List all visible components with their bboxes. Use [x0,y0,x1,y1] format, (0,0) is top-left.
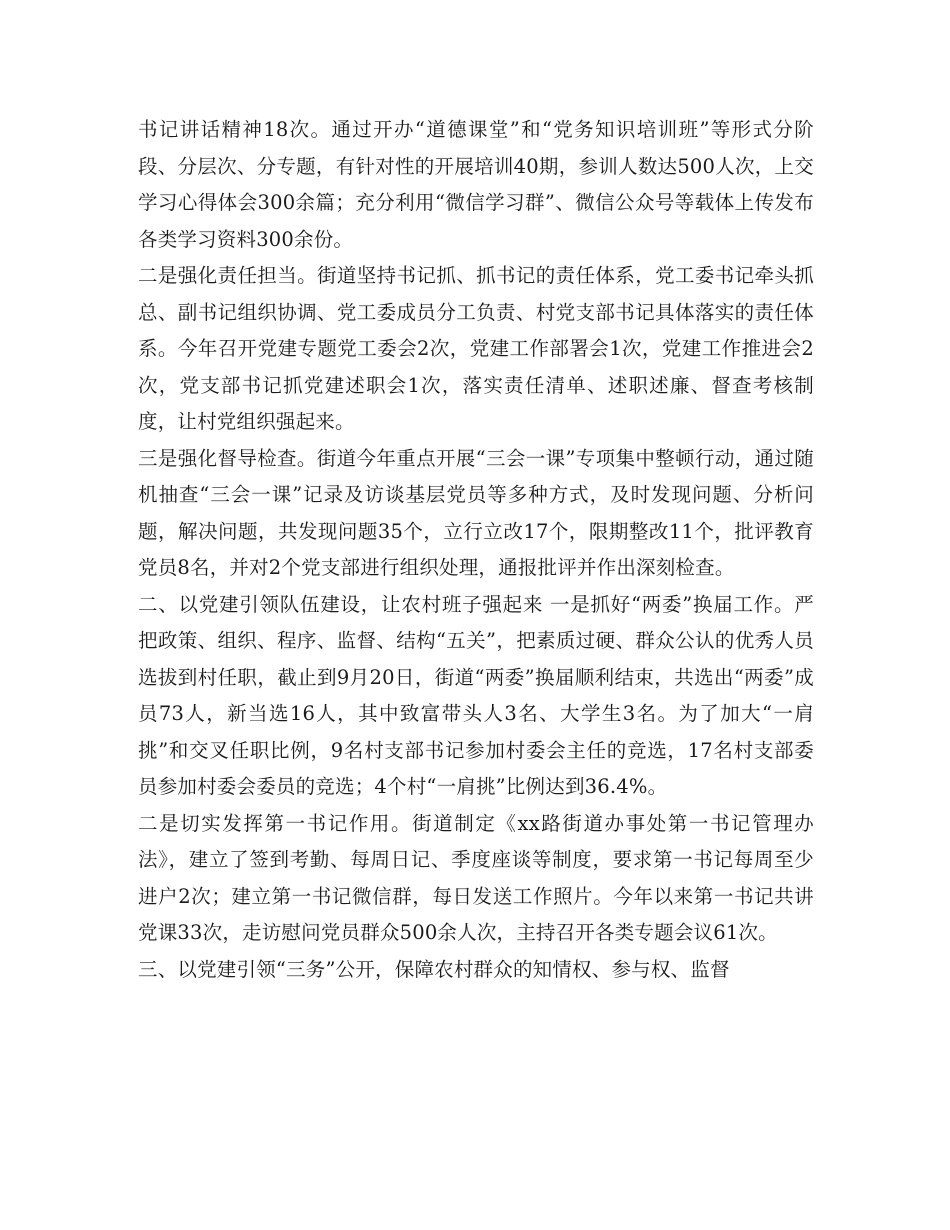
paragraph-team-building: 二、以党建引领队伍建设，让农村班子强起来 一是抓好“两委”换届工作。严把政策、组织、程序、监督、结构“五关”，把素质过硬、群众公认的优秀人员选拔到村任职，截止到9月20日，街道“两委”换届顺利结束，共选出“两委”成员73人，新当选16人，其中致富带头人3名、大学生3名。为了加大“一肩挑”和交叉任职比例，9名村支部书记参加村委会主任的竞选，17名村支部委员参加村委会委员的竞选；4个村“一肩挑”比例达到36.4%。 [138,592,814,798]
paragraph-supervision: 三是强化督导检查。街道今年重点开展“三会一课”专项集中整顿行动，通过随机抽查“三会一课”记录及访谈基层党员等多种方式，及时发现问题、分析问题，解决问题，共发现问题35个，立行立改17个，限期整改11个，批评教育党员8名，并对2个党支部进行组织处理，通报批评并作出深刻检查。 [138,446,814,579]
paragraph-first-secretary: 二是切实发挥第一书记作用。街道制定《xx路街道办事处第一书记管理办法》，建立了签到考勤、每周日记、季度座谈等制度，要求第一书记每周至少进户2次；建立第一书记微信群，每日发送工作照片。今年以来第一书记共讲党课33次，走访慰问党员群众500余人次，主持召开各类专题会议61次。 [138,811,814,944]
document-body [138,112,814,988]
paragraph-three-affairs: 三、以党建引领“三务”公开，保障农村群众的知情权、参与权、监督 [138,957,730,981]
paragraph-study-training: 书记讲话精神18次。通过开办“道德课堂”和“党务知识培训班”等形式分阶段、分层次、分专题，有针对性的开展培训40期，参训人数达500人次，上交学习心得体会300余篇；充分利用“微信学习群”、微信公众号等载体上传发布各类学习资料300余份。 [138,118,814,251]
paragraph-responsibility: 二是强化责任担当。街道坚持书记抓、抓书记的责任体系，党工委书记牵头抓总、副书记组织协调、党工委成员分工负责、村党支部书记具体落实的责任体系。今年召开党建专题党工委会2次，党建工作部署会1次，党建工作推进会2次，党支部书记抓党建述职会1次，落实责任清单、述职述廉、督查考核制度，让村党组织强起来。 [138,264,814,433]
